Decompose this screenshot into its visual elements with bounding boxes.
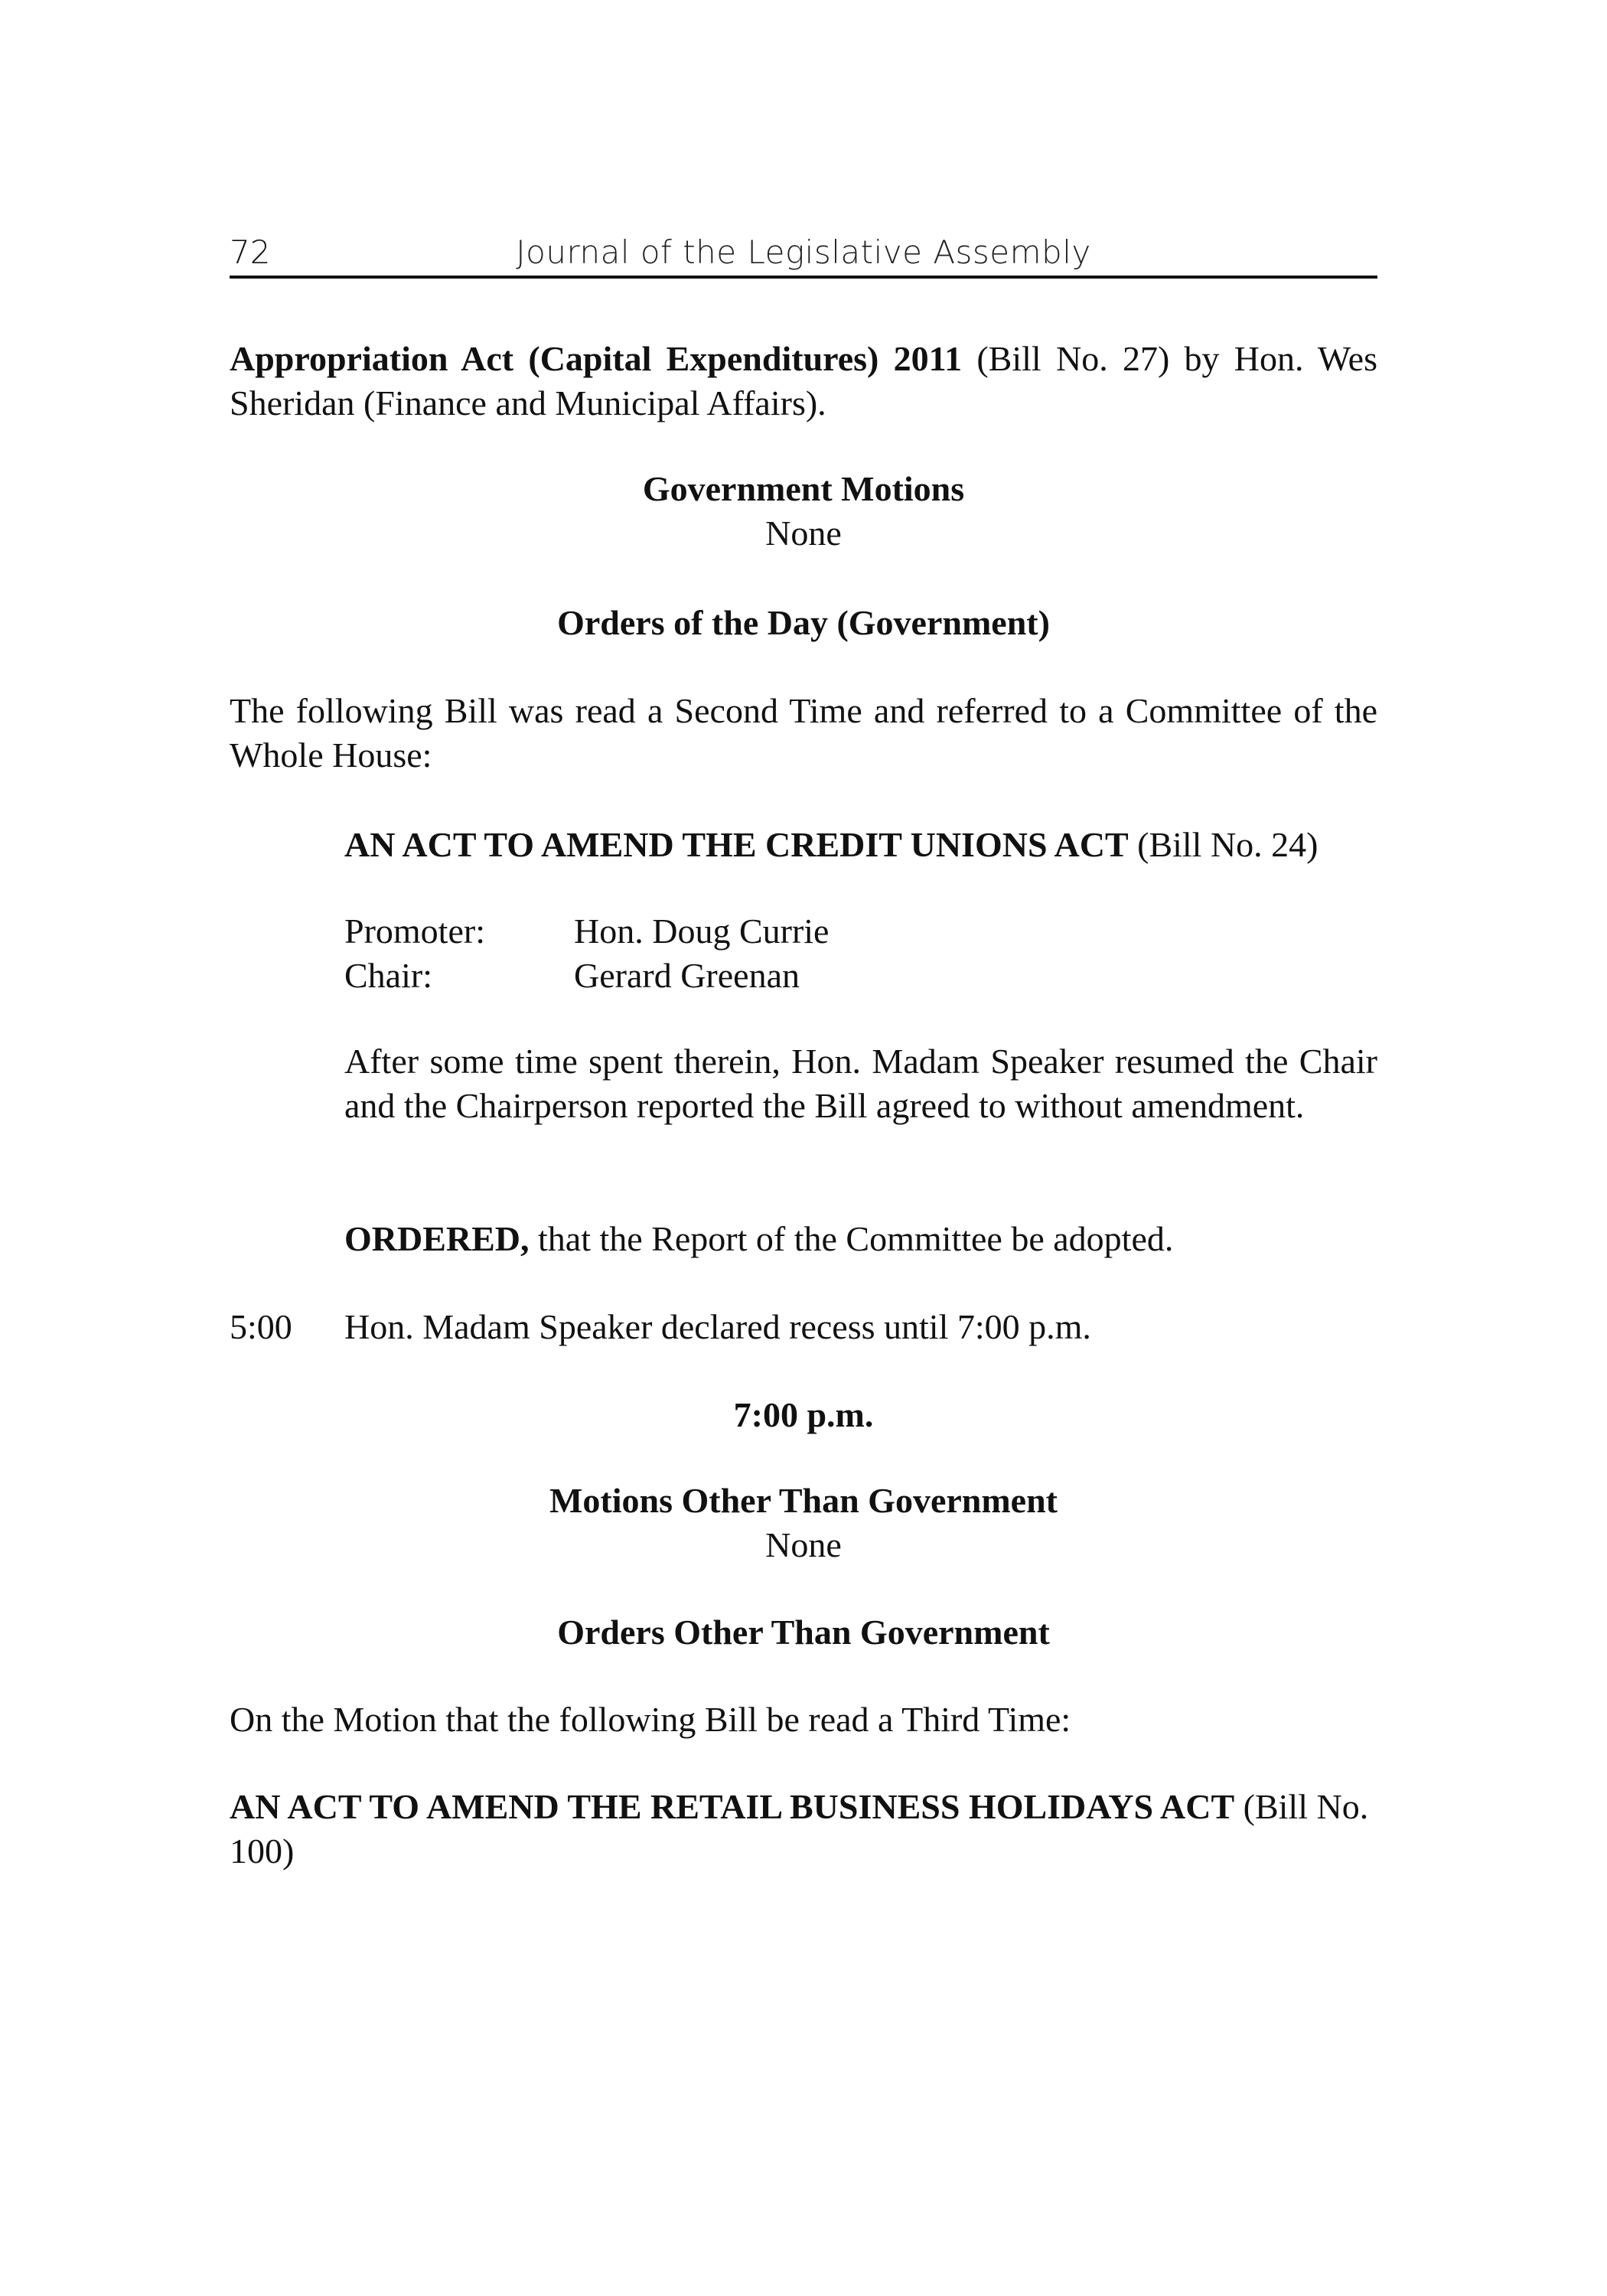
- running-title: Journal of the Legislative Assembly: [516, 233, 1091, 271]
- credit-unions-bill-number: (Bill No. 24): [1128, 825, 1319, 864]
- retail-holidays-bill-number: (Bill No. 100): [230, 1787, 1369, 1870]
- credit-unions-bill: [344, 823, 1377, 867]
- recess-time: 5:00: [230, 1307, 292, 1346]
- credit-unions-bill-title: AN ACT TO AMEND THE CREDIT UNIONS ACT: [344, 825, 1129, 864]
- recess-text: Hon. Madam Speaker declared recess until 7:00 p.m.: [344, 1307, 1091, 1346]
- promoter-value: Hon. Doug Currie: [574, 912, 830, 951]
- page-header: [230, 230, 1377, 279]
- intro-bill-detail: (Bill No. 27) by Hon. Wes Sheridan (Finance and Municipal Affairs).: [230, 339, 1377, 422]
- third-reading-motion: On the Motion that the following Bill be read a Third Time:: [230, 1700, 1071, 1739]
- chair-row: [344, 954, 800, 998]
- retail-holidays-bill-title: AN ACT TO AMEND THE RETAIL BUSINESS HOLIDAYS ACT: [230, 1787, 1235, 1826]
- motions-other-heading: Motions Other Than Government: [549, 1481, 1058, 1520]
- intro-paragraph: [230, 337, 1377, 426]
- promoter-row: [344, 909, 829, 954]
- ordered-paragraph: [344, 1217, 1377, 1261]
- chair-label: Chair:: [344, 956, 432, 995]
- ordered-keyword: ORDERED,: [344, 1219, 530, 1258]
- government-motions-value: None: [765, 514, 842, 553]
- page-number: 72: [230, 233, 271, 271]
- chair-value: Gerard Greenan: [574, 956, 800, 995]
- orders-of-day-heading: Orders of the Day (Government): [557, 603, 1050, 642]
- promoter-label: Promoter:: [344, 912, 485, 951]
- orders-other-heading: Orders Other Than Government: [557, 1613, 1050, 1652]
- ordered-text: that the Report of the Committee be adopted.: [529, 1219, 1174, 1258]
- committee-report-paragraph: After some time spent therein, Hon. Madam Speaker resumed the Chair and the Chairperson reported the Bill agreed to without amendment.: [344, 1042, 1377, 1125]
- intro-bill-title: Appropriation Act (Capital Expenditures) 2011: [230, 339, 963, 378]
- government-motions-heading: Government Motions: [642, 469, 965, 508]
- evening-time-heading: 7:00 p.m.: [733, 1395, 874, 1434]
- motions-other-value: None: [765, 1525, 842, 1564]
- retail-holidays-bill: [230, 1785, 1377, 1874]
- orders-of-day-paragraph: The following Bill was read a Second Time and referred to a Committee of the Whole House:: [230, 691, 1377, 775]
